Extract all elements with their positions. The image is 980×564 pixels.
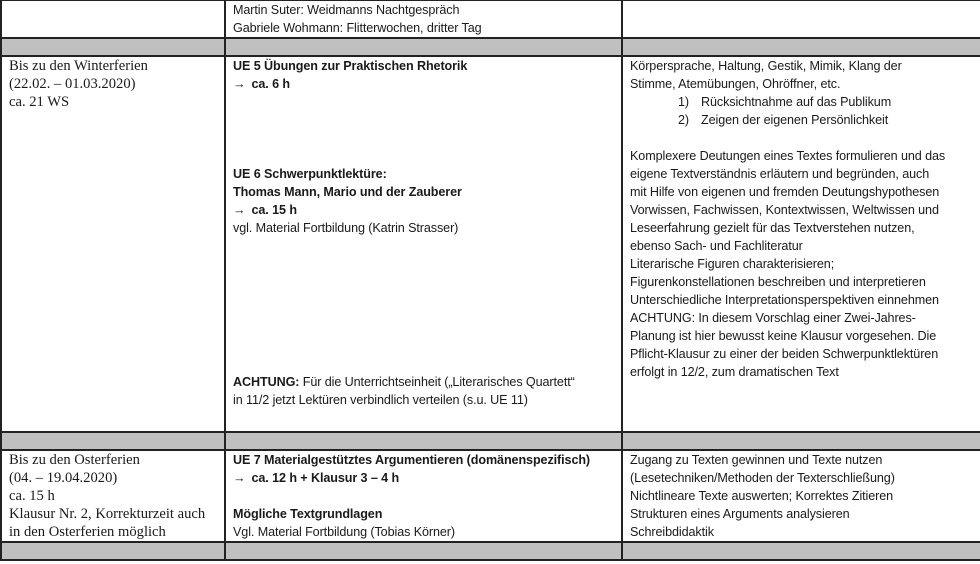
competence-cell [622,450,980,542]
competence-cell [622,56,980,432]
text-line: ACHTUNG: In diesem Vorschlag einer Zwei-Jahres- [630,311,916,325]
text-line: ebenso Sach- und Fachliteratur [630,239,803,253]
ue6-subtitle: Thomas Mann, Mario und der Zauberer [233,185,462,199]
separator-row [1,542,980,560]
ue5-title: UE 5 Übungen zur Praktischen Rhetorik [233,59,468,73]
list-item: 1) Rücksichtnahme auf das Publikum [678,95,892,109]
text-line: Martin Suter: Weidmanns Nachtgespräch [233,3,460,17]
text-line: Literarische Figuren charakterisieren; [630,257,835,271]
table-row-winter [1,56,980,432]
separator-cell [225,38,622,56]
text-line: (Lesetechniken/Methoden der Texterschließung) [630,471,895,485]
content-cell [225,56,622,432]
text-line: Schreibdidaktik [630,525,714,539]
period-cell [1,56,225,432]
separator-cell [225,542,622,560]
arrow-right-icon: → [233,203,246,217]
ue5-duration-line [233,75,621,93]
text-line: erfolgt in 12/2, zum dramatischen Text [630,365,839,379]
achtung-text: Für die Unterrichtseinheit („Literarisches Quartett“ [299,375,575,389]
text-line: Strukturen eines Arguments analysieren [630,507,850,521]
period-note: in den Osterferien möglich [9,524,166,540]
text-line: Vorwissen, Fachwissen, Kontextwissen, Weltwissen und [630,203,939,217]
period-cell [1,450,225,542]
text-line: Körpersprache, Haltung, Gestik, Mimik, Klang der [630,59,902,73]
text-line: Leseerfahrung gezielt für das Textverstehen nutzen, [630,221,915,235]
ue6-duration: ca. 15 h [251,203,297,217]
content-cell [225,450,622,542]
achtung-line-2: in 11/2 jetzt Lektüren verbindlich verteilen (s.u. UE 11) [233,393,528,407]
text-line: Planung ist hier bewusst keine Klausur vorgesehen. Die [630,329,937,343]
period-cell [1,0,225,38]
arrow-right-icon: → [233,471,246,485]
period-hours: ca. 21 WS [9,94,70,110]
ue6-title: UE 6 Schwerpunktlektüre: [233,167,387,181]
list-item: 2) Zeigen der eigenen Persönlichkeit [678,113,889,127]
achtung-note [233,373,621,409]
achtung-label: ACHTUNG: [233,375,300,389]
period-hours: ca. 15 h [9,488,55,504]
ue7-material: Vgl. Material Fortbildung (Tobias Körner) [233,525,455,539]
content-cell [225,0,622,38]
separator-cell [1,432,225,450]
text-line: eigene Textverständnis erläutern und begründen, auch [630,167,930,181]
period-note: Klausur Nr. 2, Korrekturzeit auch [9,506,206,522]
separator-cell [225,432,622,450]
text-line: Figurenkonstellationen beschreiben und interpretieren [630,275,926,289]
text-line: Gabriele Wohmann: Flitterwochen, dritter Tag [233,21,482,35]
ue5-duration: ca. 6 h [251,77,291,91]
text-line: Unterschiedliche Interpretationsperspektiven einnehmen [630,293,939,307]
period-title: Bis zu den Osterferien [9,452,140,468]
ue7-duration-line [233,469,621,487]
ue6-duration-line [233,201,621,219]
textbase-title: Mögliche Textgrundlagen [233,507,383,521]
ue6-competences [630,147,980,381]
separator-cell [1,542,225,560]
period-title: Bis zu den Winterferien [9,58,148,74]
ue5-block [233,57,621,93]
separator-cell [1,38,225,56]
separator-cell [622,38,980,56]
separator-row [1,432,980,450]
ue7-title: UE 7 Materialgestütztes Argumentieren (domänenspezifisch) [233,453,591,467]
text-line: mit Hilfe von eigenen und fremden Deutungshypothesen [630,185,940,199]
period-dates: (22.02. – 01.03.2020) [9,76,136,92]
separator-row [1,38,980,56]
table-row-easter [1,450,980,542]
achtung-line-1 [233,373,621,391]
competence-cell [622,0,980,38]
ue6-block [233,165,621,237]
text-line: Zugang zu Texten gewinnen und Texte nutzen [630,453,883,467]
arrow-right-icon: → [233,77,246,91]
ue6-material: vgl. Material Fortbildung (Katrin Strasser) [233,221,459,235]
text-line: Pflicht-Klausur zu einer der beiden Schwerpunktlektüren [630,347,939,361]
period-dates: (04. – 19.04.2020) [9,470,118,486]
table-row-top [1,0,980,38]
ue7-duration: ca. 12 h + Klausur 3 – 4 h [251,471,400,485]
text-line: Komplexere Deutungen eines Textes formulieren und das [630,149,946,163]
separator-cell [622,542,980,560]
ue5-competences [630,57,980,129]
separator-cell [622,432,980,450]
text-line: Nichtlineare Texte auswerten; Korrektes Zitieren [630,489,894,503]
text-line: Stimme, Atemübungen, Ohröffner, etc. [630,77,841,91]
